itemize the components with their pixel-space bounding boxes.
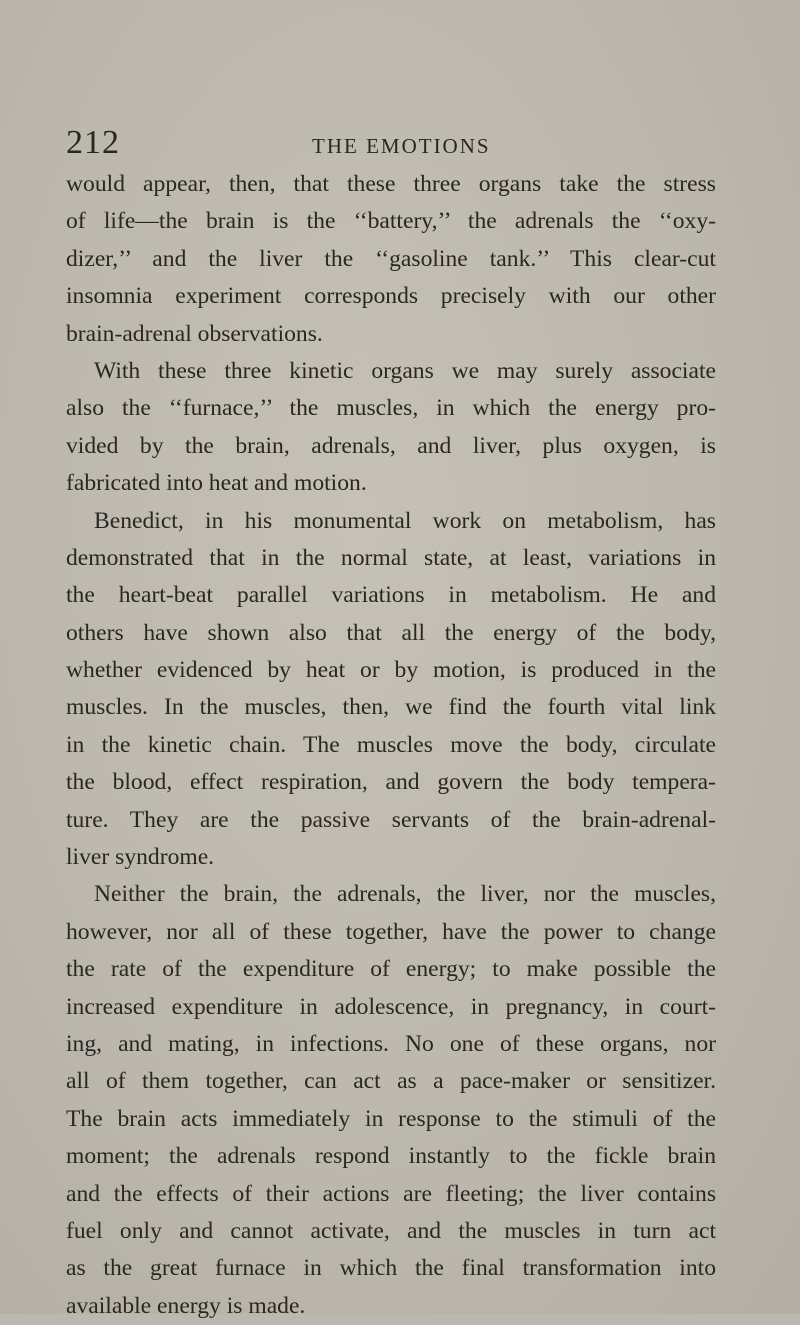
text-line: fuel only and cannot activate, and the muscles in turn act	[66, 1217, 716, 1244]
text-line: Neither the brain, the adrenals, the liver, nor the muscles,	[94, 881, 716, 908]
page-header	[66, 126, 716, 166]
text-line: vided by the brain, adrenals, and liver, plus oxygen, is	[66, 432, 716, 459]
text-line: in the kinetic chain. The muscles move the body, circulate	[66, 731, 716, 758]
text-line: muscles. In the muscles, then, we find the fourth vital link	[66, 694, 716, 721]
text-line: ture. They are the passive servants of the brain-adrenal-	[66, 806, 716, 833]
text-line: Benedict, in his monumental work on metabolism, has	[94, 507, 716, 534]
text-line: brain-adrenal observations.	[66, 320, 323, 347]
page-number: 212	[66, 124, 120, 161]
text-line: the heart-beat parallel variations in metabolism. He and	[66, 582, 716, 609]
text-line: liver syndrome.	[66, 844, 215, 871]
text-line: demonstrated that in the normal state, at least, variations in	[66, 544, 716, 571]
text-line: and the effects of their actions are fleeting; the liver contains	[66, 1180, 716, 1207]
text-line: With these three kinetic organs we may surely associate	[94, 357, 716, 384]
text-line: dizer,’’ and the liver the ‘‘gasoline tank.’’ This clear-cut	[66, 245, 716, 272]
text-line: others have shown also that all the energy of the body,	[66, 619, 716, 646]
text-line: whether evidenced by heat or by motion, is produced in the	[66, 657, 716, 684]
text-line: however, nor all of these together, have the power to change	[66, 918, 716, 945]
text-line: The brain acts immediately in response to the stimuli of the	[66, 1105, 716, 1132]
text-line: ing, and mating, in infections. No one of these organs, nor	[66, 1030, 716, 1057]
text-line: moment; the adrenals respond instantly to the fickle brain	[66, 1143, 716, 1170]
running-head: THE EMOTIONS	[312, 134, 491, 158]
text-line: available energy is made.	[66, 1292, 306, 1319]
text-line: insomnia experiment corresponds precisely with our other	[66, 283, 716, 310]
text-line: would appear, then, that these three organs take the stress	[66, 171, 716, 197]
body-text	[66, 166, 716, 1325]
text-line: the rate of the expenditure of energy; to make possible the	[66, 956, 716, 983]
text-line: of life—the brain is the ‘‘battery,’’ the adrenals the ‘‘oxy-	[66, 208, 716, 235]
text-line: as the great furnace in which the final transformation into	[66, 1255, 716, 1282]
text-line: all of them together, can act as a pace-maker or sensitizer.	[66, 1068, 716, 1095]
text-line: also the ‘‘furnace,’’ the muscles, in which the energy pro-	[66, 395, 716, 422]
text-line: fabricated into heat and motion.	[66, 470, 367, 497]
text-line: increased expenditure in adolescence, in pregnancy, in court-	[66, 993, 716, 1020]
text-line: the blood, effect respiration, and govern the body tempera-	[66, 769, 716, 796]
